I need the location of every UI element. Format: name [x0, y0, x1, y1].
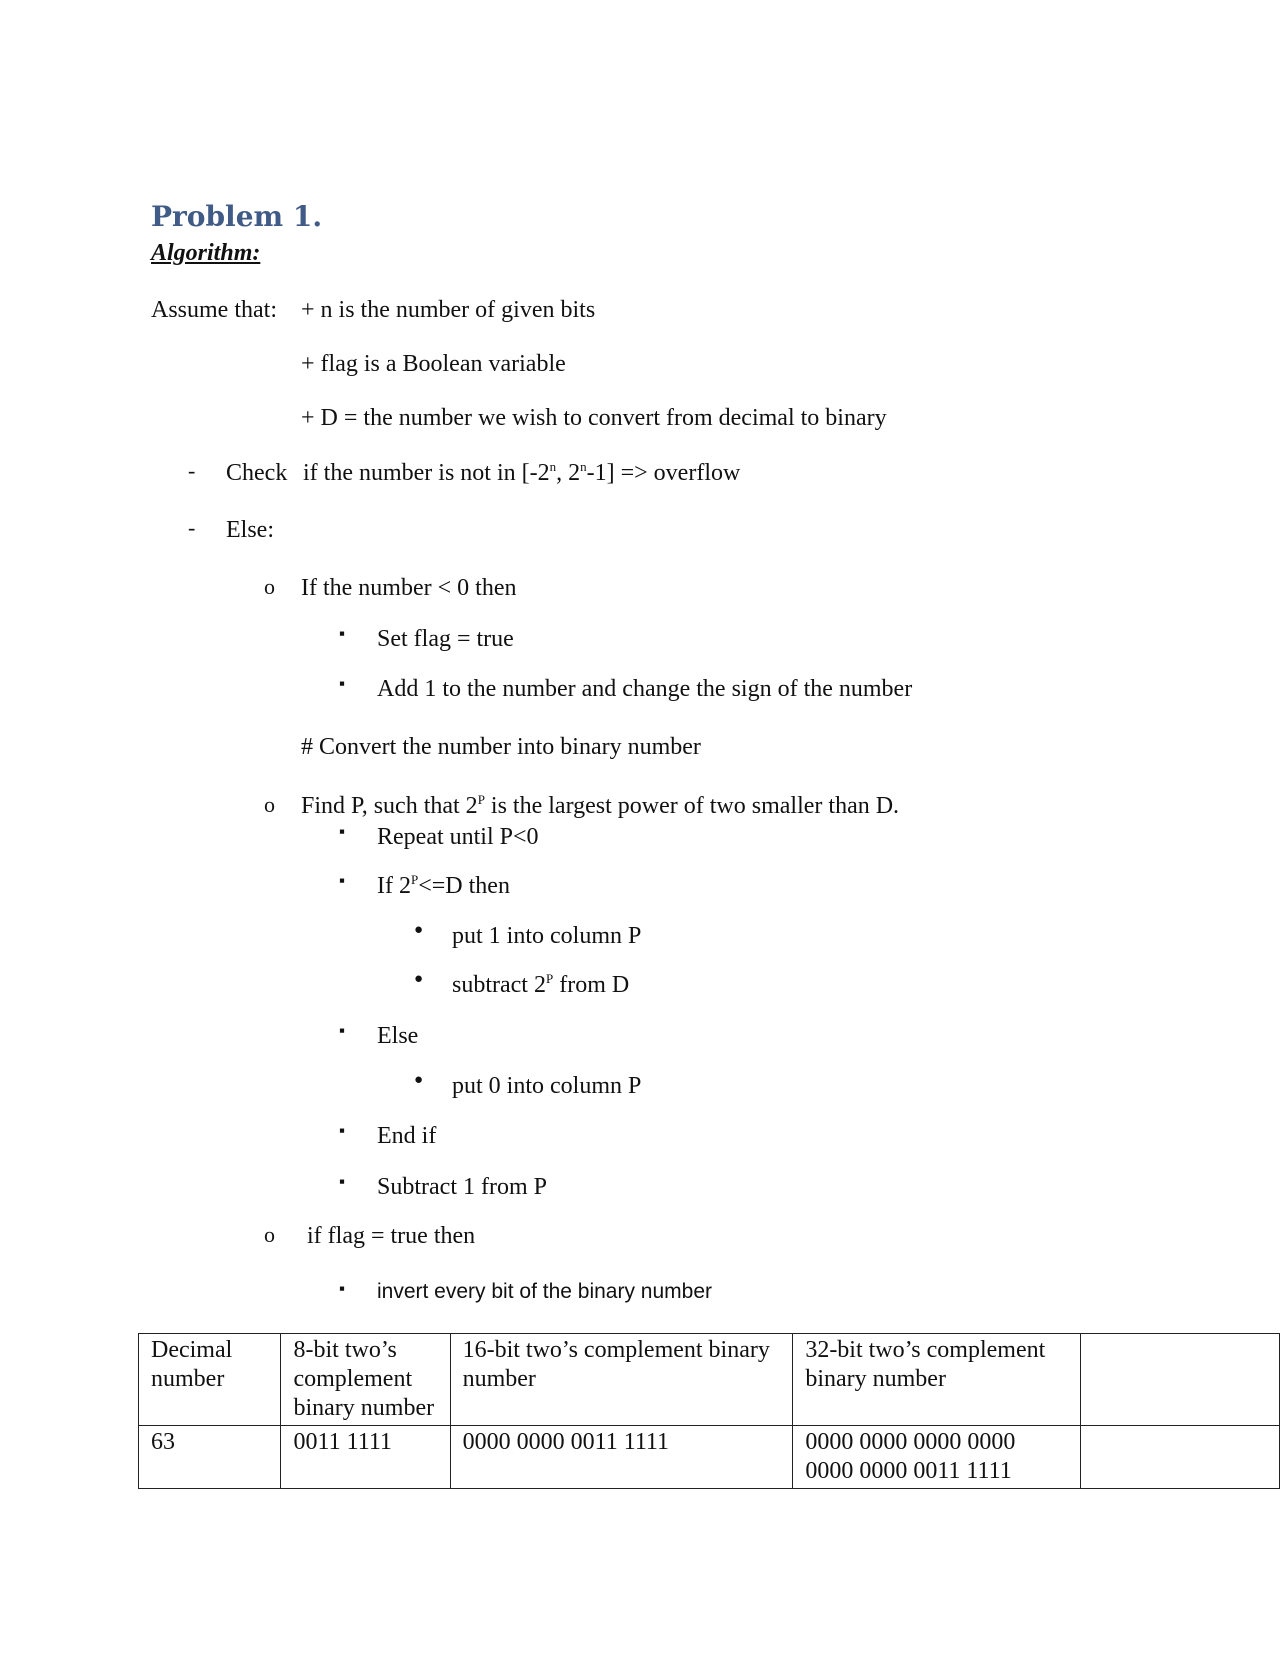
- subtract-one-text: Subtract 1 from P: [377, 1174, 547, 1200]
- overflow-check-text: if the number is not in [-2$^n$, $2^n-1$] => overflow: [303, 459, 741, 486]
- table-header-cell: 16-bit two’s complement binary number: [450, 1334, 793, 1426]
- convert-comment: # Convert the number into binary number: [301, 734, 701, 760]
- assume-item: + D = the number we wish to convert from decimal to binary: [301, 405, 887, 431]
- conversion-table: [138, 1333, 1280, 1489]
- table-header-row: [139, 1334, 1280, 1426]
- square-bullet: ▪: [339, 1172, 346, 1191]
- table-header-cell: Decimal number: [139, 1334, 281, 1426]
- circle-bullet: o: [264, 574, 275, 599]
- put-zero-text: put 0 into column P: [452, 1073, 642, 1099]
- add-one-text: Add 1 to the number and change the sign of the number: [377, 676, 913, 702]
- repeat-text: Repeat until P<0: [377, 824, 539, 850]
- assume-item: + flag is a Boolean variable: [301, 351, 566, 377]
- end-if-text: End if: [377, 1123, 437, 1149]
- dot-bullet: ●: [414, 1072, 424, 1088]
- table-cell: 0000 0000 0011 1111: [450, 1426, 793, 1489]
- table-header-cell: 8-bit two’s complement binary number: [281, 1334, 450, 1426]
- table-cell: 63: [139, 1426, 281, 1489]
- set-flag-text: Set flag = true: [377, 626, 514, 652]
- dot-bullet: ●: [414, 922, 424, 938]
- table-header-cell: [1081, 1334, 1280, 1426]
- circle-bullet: o: [264, 792, 275, 817]
- algorithm-subheading: Algorithm:: [151, 240, 261, 266]
- if-power-text: If $2^P<=D$ then: [377, 872, 510, 899]
- find-p-text: Find P, such that $2^P$ is the largest power of two smaller than D.: [301, 792, 900, 819]
- assume-item: + n is the number of given bits: [301, 297, 596, 323]
- square-bullet: ▪: [339, 674, 346, 693]
- square-bullet: ▪: [339, 822, 346, 841]
- table-row: [139, 1426, 1280, 1489]
- if-negative-text: If the number < 0 then: [301, 575, 517, 601]
- circle-bullet: o: [264, 1222, 275, 1247]
- else-inner-text: Else: [377, 1023, 419, 1049]
- subtract-power-text: subtract $2^P$ from D: [452, 971, 630, 998]
- if-flag-text: if flag = true then: [307, 1223, 476, 1249]
- square-bullet: ▪: [339, 1121, 346, 1140]
- dash-bullet: -: [188, 458, 196, 483]
- else-label: Else:: [226, 517, 274, 543]
- table-cell: 0011 1111: [281, 1426, 450, 1489]
- check-label: Check: [226, 460, 288, 486]
- table-cell: 0000 0000 0000 0000 0000 0000 0011 1111: [793, 1426, 1081, 1489]
- invert-text: invert every bit of the binary number: [377, 1280, 712, 1303]
- dash-bullet: -: [188, 515, 196, 540]
- square-bullet: ▪: [339, 624, 346, 643]
- page-title: Problem 1.: [151, 200, 323, 233]
- assume-label: Assume that:: [151, 297, 277, 323]
- square-bullet: ▪: [339, 1279, 346, 1298]
- square-bullet: ▪: [339, 1021, 346, 1040]
- dot-bullet: ●: [414, 971, 424, 987]
- table-header-cell: 32-bit two’s complement binary number: [793, 1334, 1081, 1426]
- square-bullet: ▪: [339, 871, 346, 890]
- put-one-text: put 1 into column P: [452, 923, 642, 949]
- table-cell: [1081, 1426, 1280, 1489]
